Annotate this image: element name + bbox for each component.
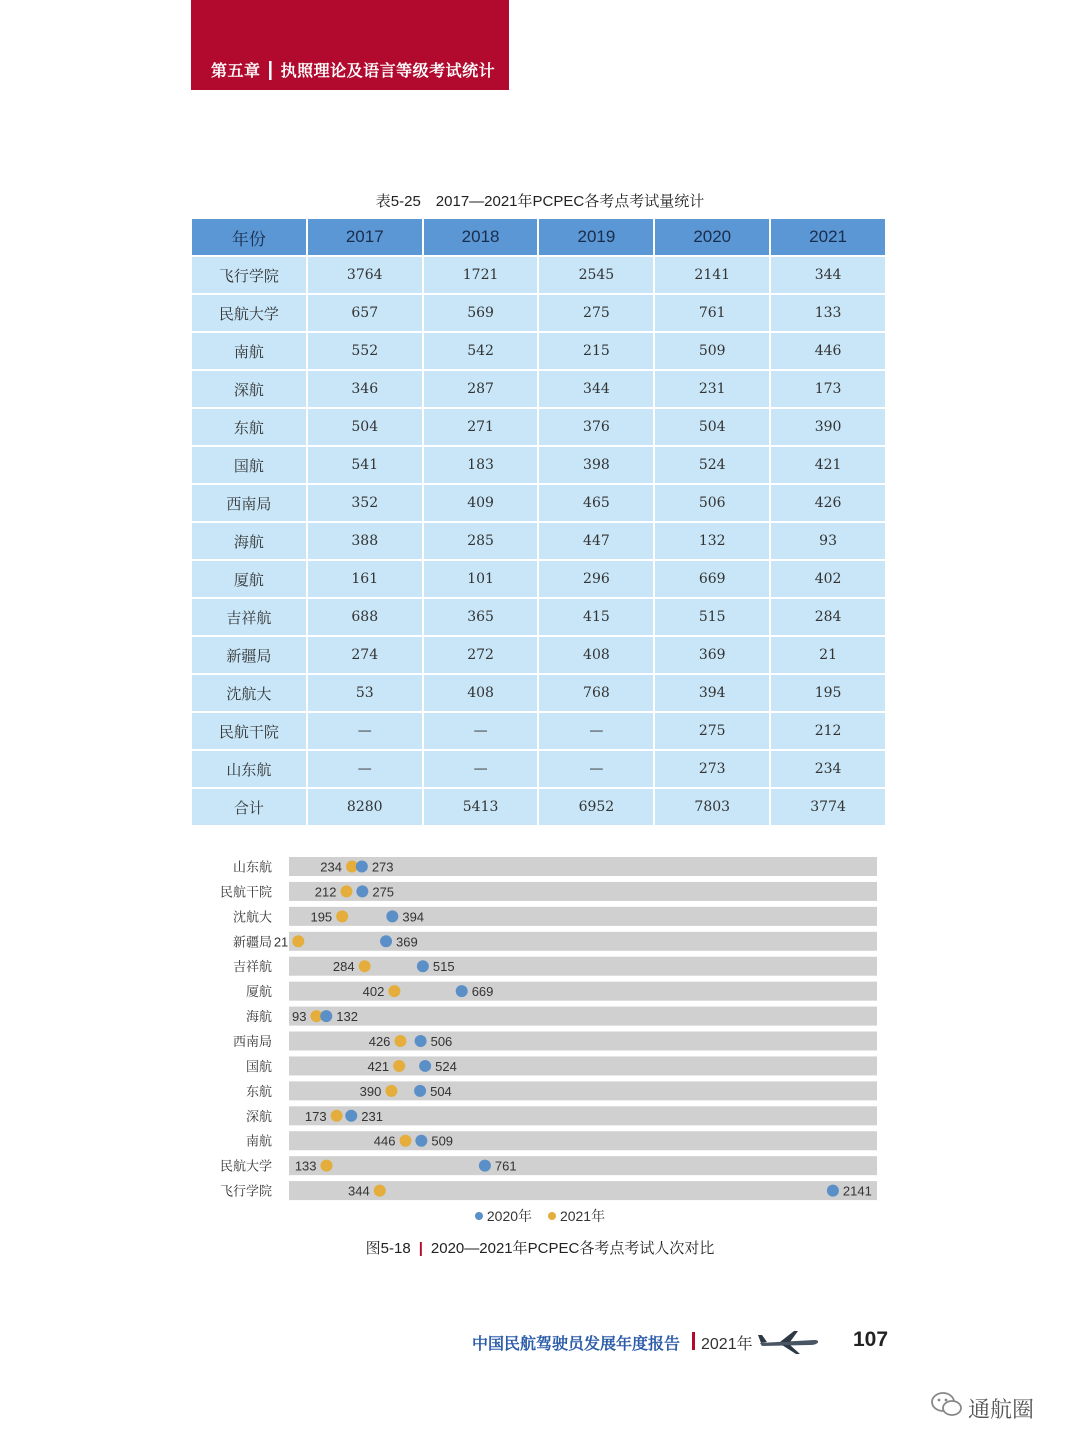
table-cell: — xyxy=(308,713,422,749)
row-header-cell: 山东航 xyxy=(192,751,306,787)
table-cell: 101 xyxy=(424,561,538,597)
table-cell: 272 xyxy=(424,637,538,673)
data-label-2020年: 231 xyxy=(361,1108,383,1124)
data-point-2021 xyxy=(321,1160,333,1172)
table-cell: 409 xyxy=(424,485,538,521)
data-label-2021年: 133 xyxy=(294,1158,317,1174)
data-point-2020 xyxy=(827,1185,839,1197)
exam-volume-table xyxy=(190,217,887,827)
category-label: 厦航 xyxy=(245,985,272,1001)
table-row xyxy=(192,447,885,483)
table-cell: 768 xyxy=(539,675,653,711)
table-cell: 504 xyxy=(308,409,422,445)
row-header-cell: 民航大学 xyxy=(192,295,306,331)
data-point-2021 xyxy=(394,1035,406,1047)
legend-dot-2021 xyxy=(548,1212,556,1220)
table-cell: 133 xyxy=(771,295,885,331)
table-cell: 1721 xyxy=(424,257,538,293)
data-label-2020年: 506 xyxy=(430,1034,453,1050)
table-cell: — xyxy=(539,751,653,787)
table-cell: 53 xyxy=(308,675,422,711)
category-track xyxy=(289,1007,877,1026)
data-point-2020 xyxy=(356,885,368,897)
table-cell: 515 xyxy=(655,599,769,635)
data-label-2020年: 394 xyxy=(402,909,425,925)
category-label: 国航 xyxy=(245,1059,272,1075)
table-cell: 426 xyxy=(771,485,885,521)
table-header-cell: 2019 xyxy=(539,219,653,255)
table-cell: 408 xyxy=(539,637,653,673)
category-label: 东航 xyxy=(245,1084,272,1100)
category-label: 民航干院 xyxy=(219,885,272,901)
data-point-2021 xyxy=(399,1135,411,1147)
data-label-2021年: 344 xyxy=(348,1183,370,1199)
table-cell: 7803 xyxy=(655,789,769,825)
table-cell: 446 xyxy=(771,333,885,369)
category-track xyxy=(289,907,877,926)
table-cell: 369 xyxy=(655,637,769,673)
data-point-2021 xyxy=(292,935,304,947)
category-label: 西南局 xyxy=(232,1035,272,1051)
data-point-2021 xyxy=(393,1060,405,1072)
table-cell: 552 xyxy=(308,333,422,369)
table-row xyxy=(192,599,885,635)
table-cell: 376 xyxy=(539,409,653,445)
data-label-2021年: 212 xyxy=(314,884,337,900)
table-row xyxy=(192,713,885,749)
data-label-2020年: 132 xyxy=(336,1009,358,1025)
table-row xyxy=(192,523,885,559)
chapter-separator: ┃ xyxy=(265,61,276,80)
data-point-2020 xyxy=(417,960,429,972)
data-point-2020 xyxy=(415,1135,427,1147)
legend-item-2021 xyxy=(548,1206,605,1226)
table-cell: 509 xyxy=(655,333,769,369)
category-track xyxy=(289,932,877,951)
table-cell: 183 xyxy=(424,447,538,483)
data-label-2020年: 524 xyxy=(435,1058,457,1074)
table-cell: 3774 xyxy=(771,789,885,825)
data-label-2021年: 93 xyxy=(291,1009,307,1025)
table-row xyxy=(192,751,885,787)
figure-title: 2020—2021年PCPEC各考点考试人次对比 xyxy=(430,1240,715,1257)
table-cell: 542 xyxy=(424,333,538,369)
footer-separator xyxy=(692,1332,695,1350)
table-cell: 3764 xyxy=(308,257,422,293)
category-label: 吉祥航 xyxy=(232,960,272,976)
data-label-2020年: 273 xyxy=(371,859,394,875)
category-label: 民航大学 xyxy=(219,1159,272,1175)
dot-plot-chart xyxy=(0,850,1080,1200)
table-cell: 402 xyxy=(771,561,885,597)
category-label: 山东航 xyxy=(232,860,272,876)
table-row xyxy=(192,561,885,597)
chapter-name: 执照理论及语言等级考试统计 xyxy=(280,61,496,80)
table-cell: 173 xyxy=(771,371,885,407)
data-label-2021年: 284 xyxy=(332,959,355,975)
table-cell: 415 xyxy=(539,599,653,635)
table-cell: — xyxy=(424,751,538,787)
category-label: 南航 xyxy=(245,1134,272,1150)
row-header-cell: 厦航 xyxy=(192,561,306,597)
row-header-cell: 深航 xyxy=(192,371,306,407)
data-label-2021年: 446 xyxy=(373,1133,396,1149)
data-point-2021 xyxy=(385,1085,397,1097)
data-label-2020年: 275 xyxy=(372,884,395,900)
table-cell: 287 xyxy=(424,371,538,407)
table-cell: 365 xyxy=(424,599,538,635)
row-header-cell: 合计 xyxy=(192,789,306,825)
figure-caption xyxy=(0,1237,1080,1258)
row-header-cell: 南航 xyxy=(192,333,306,369)
table-cell: 344 xyxy=(771,257,885,293)
table-cell: 465 xyxy=(539,485,653,521)
table-cell: 93 xyxy=(771,523,885,559)
category-track xyxy=(289,1156,877,1175)
data-label-2021年: 173 xyxy=(304,1108,327,1124)
table-row xyxy=(192,675,885,711)
legend-label: 2021年 xyxy=(559,1208,606,1224)
row-header-cell: 飞行学院 xyxy=(192,257,306,293)
table-cell: 669 xyxy=(655,561,769,597)
table-cell: 761 xyxy=(655,295,769,331)
data-point-2021 xyxy=(359,960,371,972)
table-cell: 296 xyxy=(539,561,653,597)
watermark-text: 通航圈 xyxy=(968,1398,1035,1423)
data-point-2020 xyxy=(386,910,398,922)
data-point-2021 xyxy=(374,1185,386,1197)
data-point-2020 xyxy=(414,1085,426,1097)
category-label: 沈航大 xyxy=(232,910,272,926)
table-row xyxy=(192,257,885,293)
data-label-2020年: 509 xyxy=(431,1133,454,1149)
figure-number: 图5-18 xyxy=(365,1240,411,1257)
table-cell: — xyxy=(539,713,653,749)
table-cell: 275 xyxy=(539,295,653,331)
table-cell: 273 xyxy=(655,751,769,787)
row-header-cell: 西南局 xyxy=(192,485,306,521)
data-point-2020 xyxy=(456,985,468,997)
table-cell: 447 xyxy=(539,523,653,559)
table-cell: 524 xyxy=(655,447,769,483)
table-cell: 506 xyxy=(655,485,769,521)
table-cell: 275 xyxy=(655,713,769,749)
table-cell: — xyxy=(424,713,538,749)
data-label-2021年: 234 xyxy=(320,859,343,875)
data-point-2020 xyxy=(415,1035,427,1047)
data-point-2020 xyxy=(356,861,368,873)
data-label-2020年: 369 xyxy=(396,934,418,950)
table-cell: 132 xyxy=(655,523,769,559)
data-label-2020年: 504 xyxy=(430,1083,452,1099)
row-header-cell: 国航 xyxy=(192,447,306,483)
table-header-cell: 2018 xyxy=(424,219,538,255)
data-label-2020年: 515 xyxy=(432,959,455,975)
table-cell: 234 xyxy=(771,751,885,787)
table-cell: 388 xyxy=(308,523,422,559)
category-label: 海航 xyxy=(245,1010,272,1026)
category-label: 飞行学院 xyxy=(219,1184,272,1200)
chapter-number: 第五章 xyxy=(211,61,261,80)
chapter-title xyxy=(211,58,495,81)
table-cell: 5413 xyxy=(424,789,538,825)
category-track xyxy=(289,957,877,976)
table-cell: 394 xyxy=(655,675,769,711)
table-cell: 344 xyxy=(539,371,653,407)
table-header-cell: 年份 xyxy=(192,219,306,255)
report-title: 中国民航驾驶员发展年度报告 xyxy=(472,1334,681,1353)
table-cell: 285 xyxy=(424,523,538,559)
table-cell: 21 xyxy=(771,637,885,673)
table-cell: 2141 xyxy=(655,257,769,293)
table-cell: 408 xyxy=(424,675,538,711)
table-cell: 274 xyxy=(308,637,422,673)
legend-label: 2020年 xyxy=(486,1208,533,1224)
data-label-2020年: 2141 xyxy=(842,1183,872,1199)
table-header-cell: 2021 xyxy=(771,219,885,255)
data-label-2021年: 195 xyxy=(310,909,333,925)
data-point-2021 xyxy=(388,985,400,997)
row-header-cell: 民航干院 xyxy=(192,713,306,749)
data-point-2020 xyxy=(479,1160,491,1172)
table-row xyxy=(192,409,885,445)
table-row xyxy=(192,485,885,521)
table-cell: 398 xyxy=(539,447,653,483)
report-year: 2021年 xyxy=(701,1336,753,1353)
caption-separator: | xyxy=(418,1240,423,1257)
table-body xyxy=(192,257,885,825)
table-row xyxy=(192,789,885,825)
table-cell: 6952 xyxy=(539,789,653,825)
row-header-cell: 海航 xyxy=(192,523,306,559)
table-cell: 271 xyxy=(424,409,538,445)
legend-item-2020 xyxy=(475,1206,532,1226)
table-cell: 346 xyxy=(308,371,422,407)
table-cell: 161 xyxy=(308,561,422,597)
table-cell: 569 xyxy=(424,295,538,331)
table-cell: 541 xyxy=(308,447,422,483)
data-label-2020年: 669 xyxy=(471,984,494,1000)
data-point-2020 xyxy=(320,1010,332,1022)
data-label-2021年: 390 xyxy=(359,1083,382,1099)
table-row xyxy=(192,371,885,407)
table-row xyxy=(192,333,885,369)
table-cell: 195 xyxy=(771,675,885,711)
table-header-row xyxy=(192,219,885,255)
row-header-cell: 新疆局 xyxy=(192,637,306,673)
data-label-2021年: 421 xyxy=(367,1058,390,1074)
table-cell: 421 xyxy=(771,447,885,483)
chart-legend xyxy=(0,1206,1080,1226)
table-row xyxy=(192,637,885,673)
category-label: 新疆局 xyxy=(232,935,272,951)
data-point-2021 xyxy=(331,1110,343,1122)
page-number: 107 xyxy=(853,1328,889,1351)
table-cell: 2545 xyxy=(539,257,653,293)
data-label-2021年: 426 xyxy=(368,1034,391,1050)
table-cell: 504 xyxy=(655,409,769,445)
table-cell: 284 xyxy=(771,599,885,635)
row-header-cell: 东航 xyxy=(192,409,306,445)
data-point-2020 xyxy=(345,1110,357,1122)
table-cell: 215 xyxy=(539,333,653,369)
table-cell: 688 xyxy=(308,599,422,635)
table-cell: 352 xyxy=(308,485,422,521)
data-label-2020年: 761 xyxy=(494,1158,517,1174)
chapter-banner xyxy=(191,0,509,90)
data-point-2020 xyxy=(380,935,392,947)
table-caption: 表5-25 2017—2021年PCPEC各考点考试量统计 xyxy=(375,193,705,210)
table-header-cell: 2020 xyxy=(655,219,769,255)
table-cell: — xyxy=(308,751,422,787)
table-cell: 231 xyxy=(655,371,769,407)
legend-dot-2020 xyxy=(475,1212,483,1220)
category-label: 深航 xyxy=(245,1109,272,1125)
table-cell: 390 xyxy=(771,409,885,445)
table-cell: 8280 xyxy=(308,789,422,825)
table-cell: 657 xyxy=(308,295,422,331)
table-header-cell: 2017 xyxy=(308,219,422,255)
data-point-2021 xyxy=(340,885,352,897)
table-row xyxy=(192,295,885,331)
data-point-2020 xyxy=(419,1060,431,1072)
data-point-2021 xyxy=(336,910,348,922)
data-label-2021年: 21 xyxy=(273,934,289,950)
row-header-cell: 吉祥航 xyxy=(192,599,306,635)
row-header-cell: 沈航大 xyxy=(192,675,306,711)
data-label-2021年: 402 xyxy=(362,984,385,1000)
table-cell: 212 xyxy=(771,713,885,749)
airplane-icon xyxy=(758,1328,820,1356)
wechat-icon xyxy=(930,1390,964,1420)
